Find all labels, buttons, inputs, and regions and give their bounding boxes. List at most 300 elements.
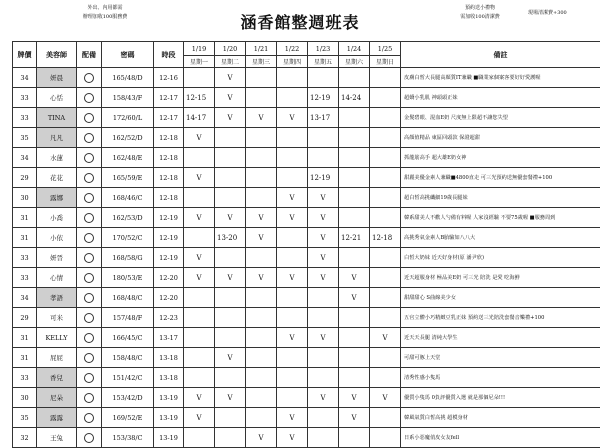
table-row xyxy=(13,228,600,248)
price-cell: 29 xyxy=(13,168,37,188)
name-cell: 小喬 xyxy=(37,208,77,228)
day-cell: V xyxy=(277,268,308,288)
day-cell: 12-19 xyxy=(308,168,339,188)
day-weekday: 星期六 xyxy=(339,56,370,68)
day-cell: 14-24 xyxy=(339,88,370,108)
name-cell: 露露 xyxy=(37,408,77,428)
day-cell: V xyxy=(277,328,308,348)
day-cell xyxy=(370,368,401,388)
day-cell xyxy=(215,308,246,328)
day-cell: V xyxy=(215,388,246,408)
day-cell: V xyxy=(184,248,215,268)
price-cell: 34 xyxy=(13,68,37,88)
day-cell xyxy=(215,248,246,268)
name-cell: 可米 xyxy=(37,308,77,328)
circle-checkbox-icon[interactable] xyxy=(84,113,94,123)
table-row xyxy=(13,208,600,228)
note-cell: 清秀性感小隻馬 xyxy=(401,368,600,388)
code-cell: 170/52/C xyxy=(102,228,154,248)
day-cell xyxy=(246,288,277,308)
hours-cell: 12-23 xyxy=(154,308,184,328)
hours-cell: 12-20 xyxy=(154,268,184,288)
hours-cell: 12-16 xyxy=(154,68,184,88)
day-date: 1/24 xyxy=(339,42,370,56)
day-weekday: 星期四 xyxy=(277,56,308,68)
name-cell: 水蓮 xyxy=(37,148,77,168)
price-cell: 31 xyxy=(13,208,37,228)
day-cell xyxy=(370,308,401,328)
header-left-line2: 辦理加收100服務費 xyxy=(60,13,150,22)
note-cell: 高挑秀氣金素人B胎驗如八八大 xyxy=(401,228,600,248)
day-cell: V xyxy=(339,288,370,308)
code-cell: 168/58/G xyxy=(102,248,154,268)
col-header-name: 美容師 xyxy=(37,42,77,68)
table-row xyxy=(13,288,600,308)
day-cell xyxy=(277,248,308,268)
table-row xyxy=(13,68,600,88)
day-cell xyxy=(184,348,215,368)
day-cell: 12-15 xyxy=(184,88,215,108)
day-cell xyxy=(277,68,308,88)
day-weekday: 星期二 xyxy=(215,56,246,68)
name-cell: 凡凡 xyxy=(37,128,77,148)
circle-checkbox-icon[interactable] xyxy=(84,193,94,203)
price-cell: 30 xyxy=(13,388,37,408)
day-cell xyxy=(339,148,370,168)
day-cell xyxy=(339,188,370,208)
day-cell xyxy=(184,228,215,248)
hours-cell: 12-17 xyxy=(154,108,184,128)
note-cell: 皮膚白皙大長腿高顏質IT兼職 ■職業家個案客要好好愛護喔 xyxy=(401,68,600,88)
note-cell: 五官立體小巧精緻豆乳正妹 預約送三光陪洗套餐音樂禮+100 xyxy=(401,308,600,328)
note-cell: 甜甜甜心 S曲線美少女 xyxy=(401,288,600,308)
hours-cell: 12-20 xyxy=(154,288,184,308)
day-cell xyxy=(370,108,401,128)
day-cell: 14-17 xyxy=(184,108,215,128)
day-date: 1/21 xyxy=(246,42,277,56)
name-cell: 花花 xyxy=(37,168,77,188)
checkbox-cell xyxy=(77,108,102,128)
day-cell xyxy=(339,128,370,148)
table-row xyxy=(13,328,600,348)
name-cell: 王兔 xyxy=(37,428,77,448)
header-far-right-note: 現場清潔費+300 xyxy=(528,9,567,16)
hours-cell: 12-19 xyxy=(154,248,184,268)
note-cell: 近天天長腿 清純大學生 xyxy=(401,328,600,348)
day-date: 1/20 xyxy=(215,42,246,56)
day-cell: V xyxy=(308,248,339,268)
day-cell xyxy=(339,68,370,88)
day-cell xyxy=(277,388,308,408)
day-cell xyxy=(370,348,401,368)
day-date: 1/22 xyxy=(277,42,308,56)
checkbox-cell xyxy=(77,188,102,208)
day-cell xyxy=(246,248,277,268)
day-cell: V xyxy=(184,408,215,428)
day-cell xyxy=(184,148,215,168)
day-cell xyxy=(277,128,308,148)
code-cell: 162/48/E xyxy=(102,148,154,168)
day-cell: 12-21 xyxy=(339,228,370,248)
checkbox-cell xyxy=(77,168,102,188)
code-cell: 165/59/E xyxy=(102,168,154,188)
price-cell: 33 xyxy=(13,88,37,108)
price-cell: 33 xyxy=(13,368,37,388)
day-weekday: 星期一 xyxy=(184,56,215,68)
day-cell xyxy=(308,348,339,368)
hours-cell: 12-17 xyxy=(154,88,184,108)
code-cell: 169/52/E xyxy=(102,408,154,428)
day-cell: V xyxy=(184,268,215,288)
code-cell: 158/43/F xyxy=(102,88,154,108)
day-cell xyxy=(184,428,215,448)
day-cell: V xyxy=(184,208,215,228)
table-row xyxy=(13,308,600,328)
price-cell: 34 xyxy=(13,148,37,168)
day-cell xyxy=(184,368,215,388)
note-cell: 可甜可豚上天堂 xyxy=(401,348,600,368)
day-cell xyxy=(277,308,308,328)
hours-cell: 12-19 xyxy=(154,208,184,228)
price-cell: 33 xyxy=(13,268,37,288)
hours-cell: 13-19 xyxy=(154,388,184,408)
day-cell xyxy=(339,168,370,188)
checkbox-cell xyxy=(77,288,102,308)
price-cell: 33 xyxy=(13,108,37,128)
day-cell: V xyxy=(246,208,277,228)
day-cell xyxy=(246,88,277,108)
day-date: 1/25 xyxy=(370,42,401,56)
hours-cell: 12-18 xyxy=(154,168,184,188)
name-cell: KELLY xyxy=(37,328,77,348)
circle-checkbox-icon[interactable] xyxy=(84,373,94,383)
table-row xyxy=(13,108,600,128)
day-cell: V xyxy=(215,108,246,128)
hours-cell: 13-18 xyxy=(154,368,184,388)
code-cell: 172/60/L xyxy=(102,108,154,128)
note-cell: 甜麗美優金素人兼職■4800直走 可三光預約送無優套餐禮+100 xyxy=(401,168,600,188)
hours-cell: 12-18 xyxy=(154,148,184,168)
day-cell xyxy=(246,188,277,208)
col-header-hours: 時段 xyxy=(154,42,184,68)
day-cell xyxy=(308,288,339,308)
code-cell: 165/48/D xyxy=(102,68,154,88)
code-cell: 153/42/D xyxy=(102,388,154,408)
day-cell xyxy=(215,328,246,348)
price-cell: 29 xyxy=(13,308,37,328)
name-cell: 孝語 xyxy=(37,288,77,308)
day-weekday: 星期三 xyxy=(246,56,277,68)
day-cell xyxy=(184,308,215,328)
day-cell xyxy=(308,128,339,148)
table-row xyxy=(13,188,600,208)
day-cell: V xyxy=(370,388,401,408)
price-cell: 31 xyxy=(13,348,37,368)
circle-checkbox-icon[interactable] xyxy=(84,273,94,283)
header-right-line1: 預約送小禮物 xyxy=(435,4,525,13)
name-cell: 屁屁 xyxy=(37,348,77,368)
day-cell xyxy=(184,328,215,348)
day-cell: V xyxy=(308,188,339,208)
checkbox-cell xyxy=(77,228,102,248)
day-cell xyxy=(246,348,277,368)
note-cell: 韓系甜美人不歡人勺備有料喔 人家沒經驗 不要75歲喔 ■服務周到 xyxy=(401,208,600,228)
price-cell: 35 xyxy=(13,128,37,148)
circle-checkbox-icon[interactable] xyxy=(84,93,94,103)
day-cell xyxy=(277,88,308,108)
day-cell xyxy=(308,308,339,328)
table-row xyxy=(13,388,600,408)
day-cell: V xyxy=(277,188,308,208)
day-cell xyxy=(246,68,277,88)
circle-checkbox-icon[interactable] xyxy=(84,293,94,303)
name-cell: 香兒 xyxy=(37,368,77,388)
day-date: 1/23 xyxy=(308,42,339,56)
hours-cell: 13-19 xyxy=(154,408,184,428)
circle-checkbox-icon[interactable] xyxy=(84,333,94,343)
day-cell: V xyxy=(277,428,308,448)
day-cell xyxy=(339,208,370,228)
day-cell xyxy=(370,188,401,208)
name-cell: 心情 xyxy=(37,268,77,288)
note-cell: 超白皙高挑纖細19歲長腿妹 xyxy=(401,188,600,208)
day-cell xyxy=(277,168,308,188)
table-row xyxy=(13,268,600,288)
day-cell xyxy=(246,368,277,388)
day-cell xyxy=(215,148,246,168)
note-cell: 白皙大奶妹 近天好身材(原 潘尹欣) xyxy=(401,248,600,268)
day-cell xyxy=(370,288,401,308)
day-cell xyxy=(215,128,246,148)
checkbox-cell xyxy=(77,88,102,108)
col-header-checkbox: 配備 xyxy=(77,42,102,68)
table-row xyxy=(13,348,600,368)
day-cell xyxy=(370,68,401,88)
day-cell xyxy=(246,328,277,348)
day-cell: 12-18 xyxy=(370,228,401,248)
day-cell: V xyxy=(246,108,277,128)
day-cell xyxy=(370,248,401,268)
code-cell: 168/48/C xyxy=(102,288,154,308)
day-cell: V xyxy=(308,388,339,408)
day-cell xyxy=(215,288,246,308)
name-cell: 露娜 xyxy=(37,188,77,208)
day-weekday: 星期日 xyxy=(370,56,401,68)
table-row xyxy=(13,368,600,388)
day-cell xyxy=(277,288,308,308)
day-cell xyxy=(215,188,246,208)
day-cell xyxy=(308,368,339,388)
circle-checkbox-icon[interactable] xyxy=(84,253,94,263)
checkbox-cell xyxy=(77,68,102,88)
checkbox-cell xyxy=(77,148,102,168)
checkbox-cell xyxy=(77,308,102,328)
day-cell: V xyxy=(370,328,401,348)
code-cell: 153/38/C xyxy=(102,428,154,448)
note-cell: 日系小惡魔俏皮女友fell xyxy=(401,428,600,448)
day-cell: V xyxy=(277,208,308,228)
checkbox-cell xyxy=(77,388,102,408)
day-cell xyxy=(246,308,277,328)
hours-cell: 13-17 xyxy=(154,328,184,348)
table-row xyxy=(13,88,600,108)
checkbox-cell xyxy=(77,348,102,368)
price-cell: 30 xyxy=(13,188,37,208)
day-cell xyxy=(339,428,370,448)
day-cell xyxy=(308,68,339,88)
checkbox-cell xyxy=(77,268,102,288)
col-header-price: 牌價 xyxy=(13,42,37,68)
day-weekday: 星期五 xyxy=(308,56,339,68)
circle-checkbox-icon[interactable] xyxy=(84,73,94,83)
code-cell: 166/45/C xyxy=(102,328,154,348)
note-cell: 超嬌小乳肌 神頭頭正妹 xyxy=(401,88,600,108)
day-cell: V xyxy=(215,208,246,228)
circle-checkbox-icon[interactable] xyxy=(84,153,94,163)
day-cell: V xyxy=(246,268,277,288)
checkbox-cell xyxy=(77,248,102,268)
day-cell: V xyxy=(246,428,277,448)
circle-checkbox-icon[interactable] xyxy=(84,213,94,223)
day-cell xyxy=(215,368,246,388)
day-cell xyxy=(246,128,277,148)
table-row xyxy=(13,128,600,148)
day-cell xyxy=(339,108,370,128)
note-cell: 抓龍筋高手 超大雄E奶女神 xyxy=(401,148,600,168)
price-cell: 31 xyxy=(13,328,37,348)
day-cell xyxy=(339,348,370,368)
day-cell: V xyxy=(308,328,339,348)
hours-cell: 13-18 xyxy=(154,348,184,368)
day-cell xyxy=(246,168,277,188)
checkbox-cell xyxy=(77,208,102,228)
day-cell xyxy=(246,388,277,408)
day-cell xyxy=(370,88,401,108)
hours-cell: 12-18 xyxy=(154,188,184,208)
header-left-line1: 外出、內用都需 xyxy=(60,4,150,13)
note-cell: 優質小隻馬 0負評優質入選 就是那個尼朵!!! xyxy=(401,388,600,408)
day-date: 1/19 xyxy=(184,42,215,56)
hours-cell: 12-19 xyxy=(154,228,184,248)
table-row xyxy=(13,428,600,448)
col-header-code: 密碼 xyxy=(102,42,154,68)
note-cell: 高顏值精品 東區回頭款 保證超甜 xyxy=(401,128,600,148)
day-cell xyxy=(339,368,370,388)
checkbox-cell xyxy=(77,328,102,348)
day-cell xyxy=(370,148,401,168)
day-cell: V xyxy=(184,128,215,148)
day-cell xyxy=(184,188,215,208)
day-cell: V xyxy=(215,88,246,108)
code-cell: 168/46/C xyxy=(102,188,154,208)
day-cell: V xyxy=(246,228,277,248)
day-cell: V xyxy=(339,408,370,428)
day-cell: V xyxy=(277,108,308,128)
day-cell: V xyxy=(308,208,339,228)
header-right-note xyxy=(435,4,525,22)
day-cell xyxy=(246,148,277,168)
checkbox-cell xyxy=(77,368,102,388)
name-cell: TINA xyxy=(37,108,77,128)
price-cell: 31 xyxy=(13,228,37,248)
col-header-notes: 備註 xyxy=(401,42,600,68)
note-cell: 韓風氣質白皙高挑 超模身材 xyxy=(401,408,600,428)
day-cell: 13-20 xyxy=(215,228,246,248)
day-cell xyxy=(277,348,308,368)
day-cell xyxy=(370,428,401,448)
schedule-table xyxy=(12,41,600,448)
code-cell: 151/42/C xyxy=(102,368,154,388)
circle-checkbox-icon[interactable] xyxy=(84,393,94,403)
day-cell xyxy=(339,248,370,268)
day-cell xyxy=(370,128,401,148)
day-cell: 12-19 xyxy=(308,88,339,108)
code-cell: 158/48/C xyxy=(102,348,154,368)
day-cell: 13-17 xyxy=(308,108,339,128)
day-cell: V xyxy=(308,228,339,248)
day-cell: V xyxy=(184,388,215,408)
circle-checkbox-icon[interactable] xyxy=(84,313,94,323)
code-cell: 180/53/E xyxy=(102,268,154,288)
hours-cell: 12-18 xyxy=(154,128,184,148)
header-right-line2: 需加收100清潔費 xyxy=(435,13,525,22)
day-cell xyxy=(370,208,401,228)
day-cell: V xyxy=(215,348,246,368)
circle-checkbox-icon[interactable] xyxy=(84,173,94,183)
name-cell: 心恬 xyxy=(37,88,77,108)
day-cell: V xyxy=(308,268,339,288)
circle-checkbox-icon[interactable] xyxy=(84,433,94,443)
checkbox-cell xyxy=(77,428,102,448)
circle-checkbox-icon[interactable] xyxy=(84,413,94,423)
price-cell: 33 xyxy=(13,248,37,268)
name-cell: 妍晨 xyxy=(37,68,77,88)
code-cell: 157/48/F xyxy=(102,308,154,328)
day-cell xyxy=(215,168,246,188)
circle-checkbox-icon[interactable] xyxy=(84,133,94,143)
note-cell: 金髮碧眼、混血E奶 尺度無上限超不讓您失望 xyxy=(401,108,600,128)
day-cell xyxy=(184,288,215,308)
circle-checkbox-icon[interactable] xyxy=(84,353,94,363)
day-cell xyxy=(215,428,246,448)
hours-cell: 13-19 xyxy=(154,428,184,448)
note-cell: 近天超服身材 極品美E奶 可三光 陪洗 是愛 吃海鮮 xyxy=(401,268,600,288)
day-cell xyxy=(339,328,370,348)
day-cell xyxy=(370,268,401,288)
day-cell: V xyxy=(277,408,308,428)
price-cell: 32 xyxy=(13,428,37,448)
day-cell xyxy=(277,148,308,168)
day-cell xyxy=(339,308,370,328)
code-cell: 162/53/D xyxy=(102,208,154,228)
day-cell xyxy=(184,68,215,88)
price-cell: 34 xyxy=(13,288,37,308)
table-row xyxy=(13,148,600,168)
day-cell xyxy=(308,428,339,448)
circle-checkbox-icon[interactable] xyxy=(84,233,94,243)
page-title: 涵香館整週班表 xyxy=(0,10,600,33)
day-cell xyxy=(277,228,308,248)
day-cell: V xyxy=(339,388,370,408)
day-cell xyxy=(370,168,401,188)
name-cell: 妍晉 xyxy=(37,248,77,268)
day-cell xyxy=(308,148,339,168)
code-cell: 162/52/D xyxy=(102,128,154,148)
day-cell: V xyxy=(339,268,370,288)
price-cell: 35 xyxy=(13,408,37,428)
day-cell xyxy=(277,368,308,388)
checkbox-cell xyxy=(77,128,102,148)
